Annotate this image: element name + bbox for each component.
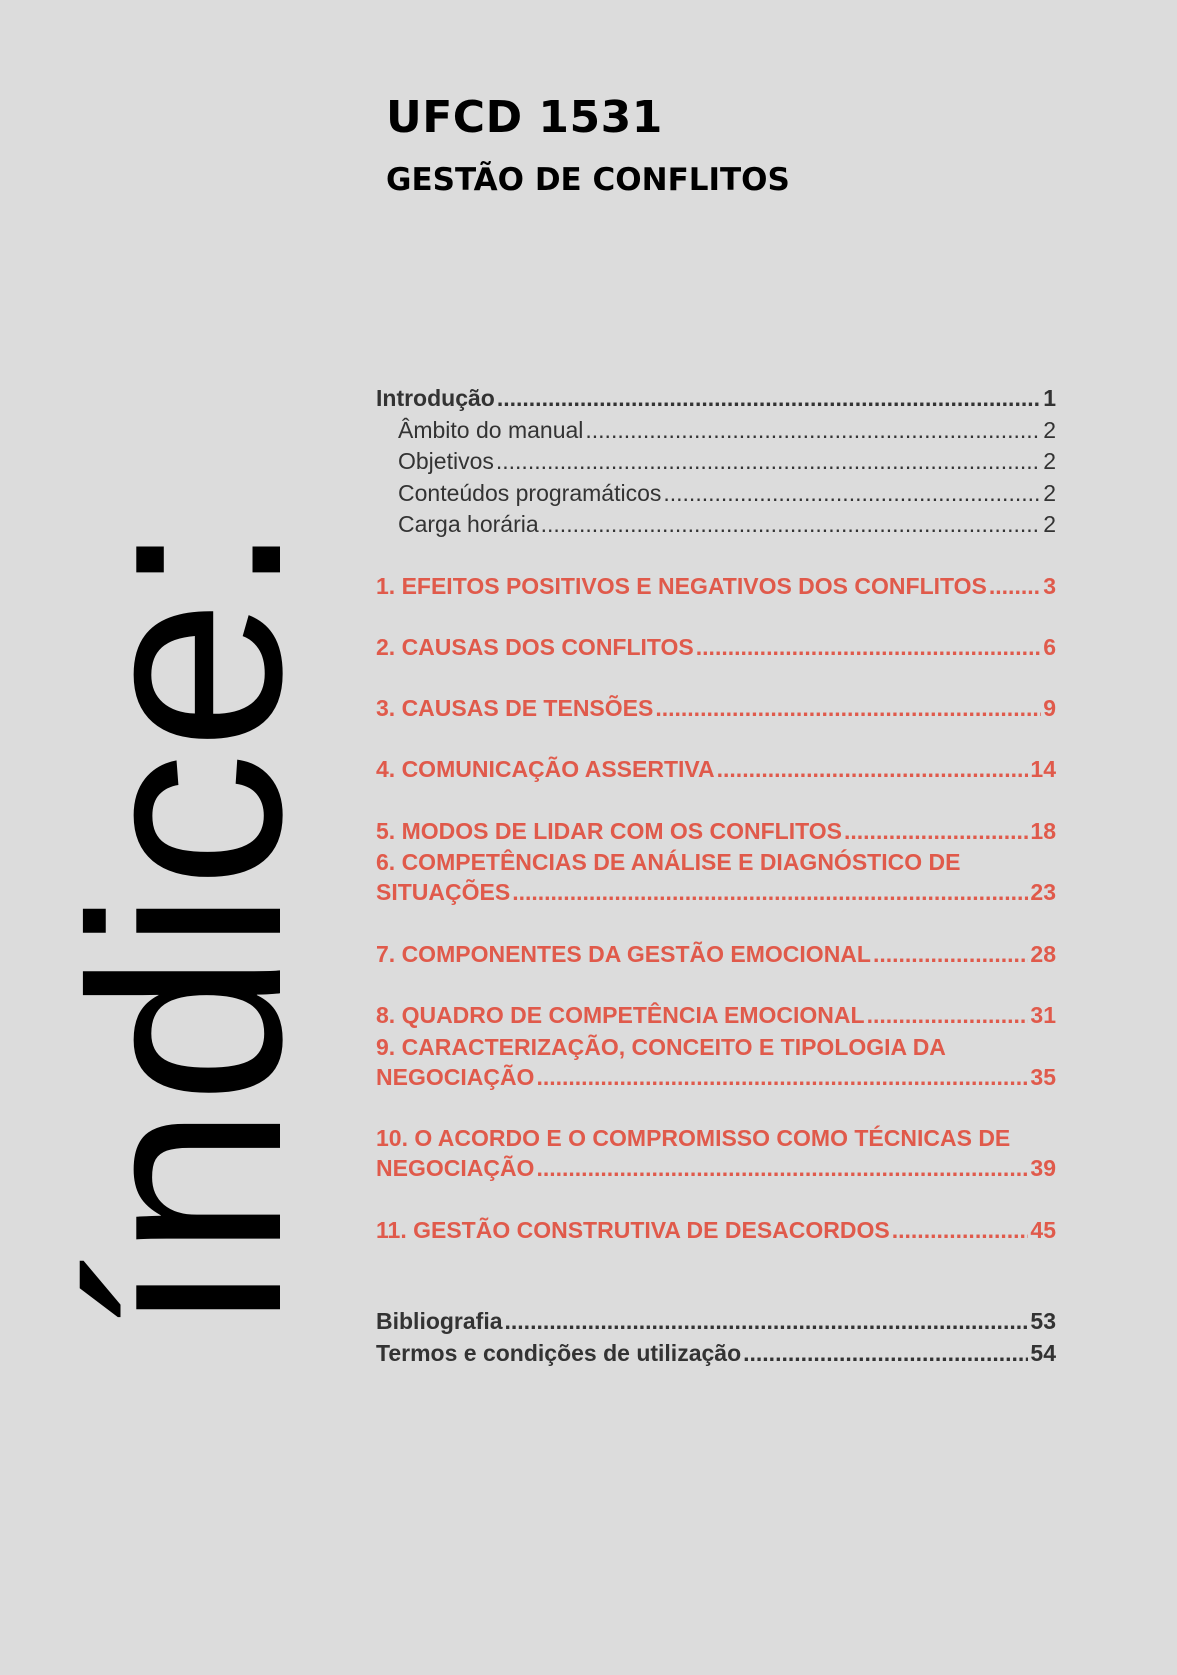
toc-entry-ambito[interactable] [376,415,1056,447]
toc-entry-title-line2: NEGOCIAÇÃO [376,1063,535,1090]
toc-chapter-11[interactable] [376,1215,1056,1247]
toc-entry-conteudos[interactable] [376,478,1056,510]
toc-entry-page: 18 [1030,817,1056,844]
toc-entry-title: Bibliografia [376,1308,503,1334]
toc-entry-title: Conteúdos programáticos [398,479,662,506]
toc-entry-title: Introdução [376,385,495,411]
toc-entry-page: 35 [1030,1063,1056,1090]
toc-chapter-9[interactable] [376,1032,1056,1094]
toc-entry-title: 11. GESTÃO CONSTRUTIVA DE DESACORDOS [376,1216,890,1243]
toc-chapter-6[interactable] [376,847,1056,909]
toc-entry-title-line1: 9. CARACTERIZAÇÃO, CONCEITO E TIPOLOGIA DA [376,1033,946,1060]
toc-chapter-8[interactable] [376,1000,1056,1032]
toc-entry-carga-horaria[interactable] [376,509,1056,541]
toc-entry-page: 6 [1043,634,1056,660]
toc-entry-bibliografia[interactable] [376,1306,1056,1338]
toc-chapter-7[interactable] [376,939,1056,971]
toc-chapter-3[interactable] [376,693,1056,725]
toc-entry-page: 28 [1030,940,1056,967]
toc-entry-page: 2 [1043,448,1056,474]
toc-entry-title: Objetivos [398,448,494,474]
toc-entry-page: 31 [1030,1002,1056,1028]
toc-entry-title: 2. CAUSAS DOS CONFLITOS [376,634,694,660]
toc-entry-title: 8. QUADRO DE COMPETÊNCIA EMOCIONAL [376,1002,865,1028]
toc-chapter-10[interactable] [376,1123,1056,1185]
toc-chapter-4[interactable] [376,754,1056,786]
toc-entry-termos[interactable] [376,1338,1056,1370]
toc-chapter-5[interactable] [376,816,1056,848]
toc-entry-title-line1: 10. O ACORDO E O COMPROMISSO COMO TÉCNICAS DE [376,1125,1011,1151]
toc-entry-page: 2 [1043,511,1056,537]
toc-entry-title: 3. CAUSAS DE TENSÕES [376,694,654,721]
toc-entry-page: 1 [1043,385,1056,411]
toc-entry-title: 5. MODOS DE LIDAR COM OS CONFLITOS [376,817,842,844]
course-title: GESTÃO DE CONFLITOS [386,162,790,198]
toc-entry-title: Termos e condições de utilização [376,1339,742,1366]
toc-entry-title-line2: SITUAÇÕES [376,879,511,905]
toc-entry-title: Carga horária [398,511,539,537]
toc-entry-page: 14 [1030,756,1056,782]
toc-entry-introduction[interactable] [376,383,1056,415]
index-side-title: índice: [34,519,338,1335]
toc-entry-title: 4. COMUNICAÇÃO ASSERTIVA [376,756,715,782]
toc-entry-page: 39 [1030,1155,1056,1181]
toc-entry-page: 2 [1043,479,1056,506]
toc-entry-page: 54 [1030,1339,1056,1366]
toc-entry-page: 45 [1030,1216,1056,1243]
toc-entry-page: 3 [1043,572,1056,599]
document-header [386,88,790,203]
toc-chapter-1[interactable] [376,571,1056,603]
toc-chapter-2[interactable] [376,632,1056,664]
toc-entry-page: 23 [1030,879,1056,905]
toc-entry-page: 53 [1030,1308,1056,1334]
toc-entry-title: 1. EFEITOS POSITIVOS E NEGATIVOS DOS CONFLITOS [376,572,987,599]
toc-entry-title-line1: 6. COMPETÊNCIAS DE ANÁLISE E DIAGNÓSTICO DE [376,849,961,875]
toc-entry-title: 7. COMPONENTES DA GESTÃO EMOCIONAL [376,940,871,967]
toc-entry-page: 2 [1043,416,1056,443]
course-code: UFCD 1531 [386,92,663,143]
toc-entry-title-line2: NEGOCIAÇÃO [376,1155,535,1181]
toc-entry-title: Âmbito do manual [398,416,584,443]
toc-entry-objetivos[interactable] [376,446,1056,478]
toc-entry-page: 9 [1043,694,1056,721]
table-of-contents [376,383,1056,1369]
